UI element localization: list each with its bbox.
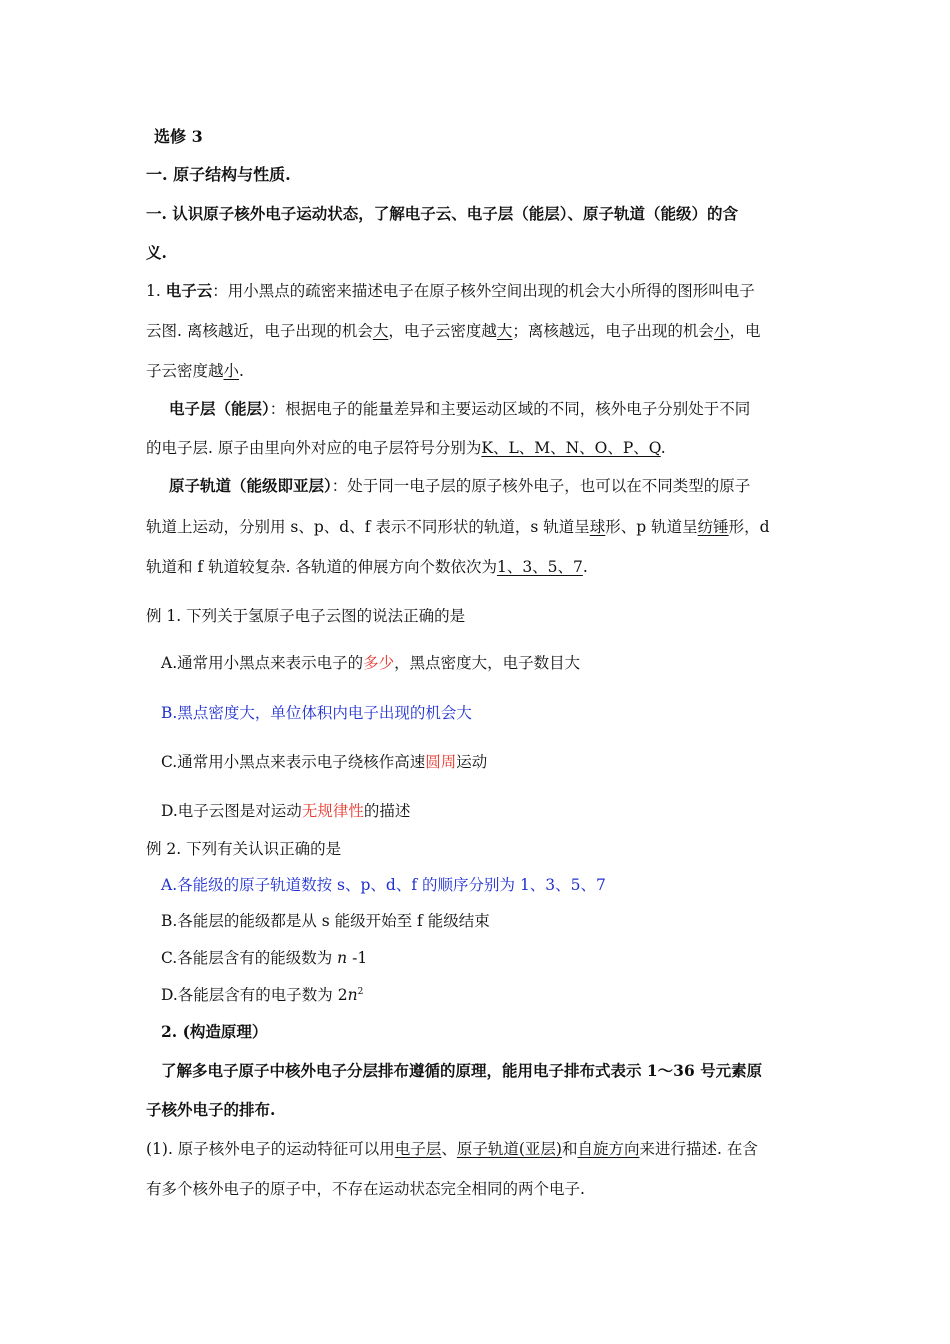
option-text: -1 [347,949,368,967]
electron-cloud-paragraph-line3 [146,361,244,381]
option-text: C.各能层含有的能级数为 [161,949,338,967]
paragraph-text: 云图. 离核越近，电子出现的机会 [146,322,373,340]
highlight-red: 无规律性 [301,802,364,820]
highlight-red: 多少 [363,654,395,672]
paragraph-text: . [239,362,244,380]
paragraph-text: . [582,558,588,576]
example2-option-a: A.各能级的原子轨道数按 s、p、d、f 的顺序分别为 1、3、5、7 [161,876,606,894]
fill-in-answer: 球 [589,518,606,536]
fill-in-answer: 纺锤 [697,518,729,536]
paragraph-number: 1. [146,282,166,300]
electron-cloud-paragraph-line2 [146,321,760,341]
example2-option-b: B.各能层的能级都是从 s 能级开始至 f 能级结束 [161,912,490,930]
paragraph-text: . [660,439,666,457]
section2-objective-line1: 了解多电子原子中核外电子分层排布遵循的原理，能用电子排布式表示 1～36 号元素原 [161,1061,763,1080]
subsection-heading-line2: 义. [146,243,167,262]
paragraph-text: 形，d [728,518,770,536]
paragraph-text: 子云密度越 [146,362,224,380]
option-text: 的描述 [363,802,411,820]
variable-n: n [347,986,358,1004]
fill-in-answer: K、L、M、N、O、P、Q [481,439,661,457]
fill-in-answer: 原子轨道(亚层) [456,1140,562,1158]
example1-option-a [161,653,580,673]
option-text: C.通常用小黑点来表示电子绕核作高速 [161,753,426,771]
superscript: 2 [357,986,364,997]
fill-in-answer: 1、3、5、7 [496,558,583,576]
paragraph-text: 轨道和 f 轨道较复杂. 各轨道的伸展方向个数依次为 [146,558,497,576]
example1-option-d [161,801,410,821]
motion-features-paragraph-line2: 有多个核外电子的原子中，不存在运动状态完全相同的两个电子. [146,1180,585,1198]
option-text: D.电子云图是对运动 [161,802,302,820]
electron-shell-paragraph-line1 [169,399,750,419]
fill-in-answer: 电子层 [394,1140,442,1158]
paragraph-text: 和 [561,1140,578,1158]
fill-in-answer: 小 [223,362,240,380]
paragraph-text: ：处于同一电子层的原子核外电子，也可以在不同类型的原子 [331,477,751,495]
paragraph-text: ：根据电子的能量差异和主要运动区域的不同，核外电子分别处于不同 [269,400,751,418]
doc-title: 选修 3 [154,127,203,146]
motion-features-paragraph-line1 [146,1139,758,1159]
example1-option-b: B.黑点密度大，单位体积内电子出现的机会大 [161,704,472,722]
example2-question: 例 2. 下列有关认识正确的是 [146,840,342,858]
section2-objective-line2: 子核外电子的排布. [146,1100,276,1119]
paragraph-text: ：用小黑点的疏密来描述电子在原子核外空间出现的机会大小所得的图形叫电子 [212,282,755,300]
option-text: 运动 [456,753,488,771]
fill-in-answer: 小 [713,322,730,340]
electron-cloud-paragraph-line1 [146,281,755,301]
fill-in-answer: 大 [372,322,389,340]
orbital-paragraph-line1 [169,476,750,496]
paragraph-text: 来进行描述. 在含 [639,1140,758,1158]
option-text: A.通常用小黑点来表示电子的 [161,654,364,672]
fill-in-answer: 自旋方向 [577,1140,640,1158]
paragraph-text: (1). 原子核外电子的运动特征可以用 [146,1140,395,1158]
option-text: ，黑点密度大，电子数目大 [394,654,581,672]
subsection-heading-line1: 一. 认识原子核外电子运动状态，了解电子云、电子层（能层）、原子轨道（能级）的含 [146,204,739,223]
example2-option-d [161,985,363,1005]
paragraph-text: ，电子云密度越 [388,322,497,340]
variable-n: n [337,949,348,967]
paragraph-text: 、 [441,1140,457,1158]
paragraph-text: 形、p 轨道呈 [605,518,698,536]
example1-option-c [161,752,487,772]
fill-in-answer: 大 [496,322,513,340]
orbital-paragraph-line3 [146,557,588,577]
term-electron-shell: 电子层（能层） [169,399,270,418]
paragraph-text: 轨道上运动，分别用 s、p、d、f 表示不同形状的轨道，s 轨道呈 [146,518,590,536]
paragraph-text: ；离核越远，电子出现的机会 [512,322,714,340]
section-heading: 一. 原子结构与性质. [146,165,291,184]
paragraph-text: ，电 [729,322,761,340]
orbital-paragraph-line2 [146,517,770,537]
example2-option-c [161,948,367,968]
paragraph-text: 的电子层. 原子由里向外对应的电子层符号分别为 [146,439,482,457]
highlight-red: 圆周 [425,753,457,771]
example1-question: 例 1. 下列关于氢原子电子云图的说法正确的是 [146,607,466,625]
electron-shell-paragraph-line2 [146,438,666,458]
term-orbital: 原子轨道（能级即亚层） [169,476,332,495]
section2-heading: 2. (构造原理） [161,1022,268,1041]
term-electron-cloud: 电子云 [165,281,213,300]
option-text: D.各能层含有的电子数为 2 [161,986,348,1004]
